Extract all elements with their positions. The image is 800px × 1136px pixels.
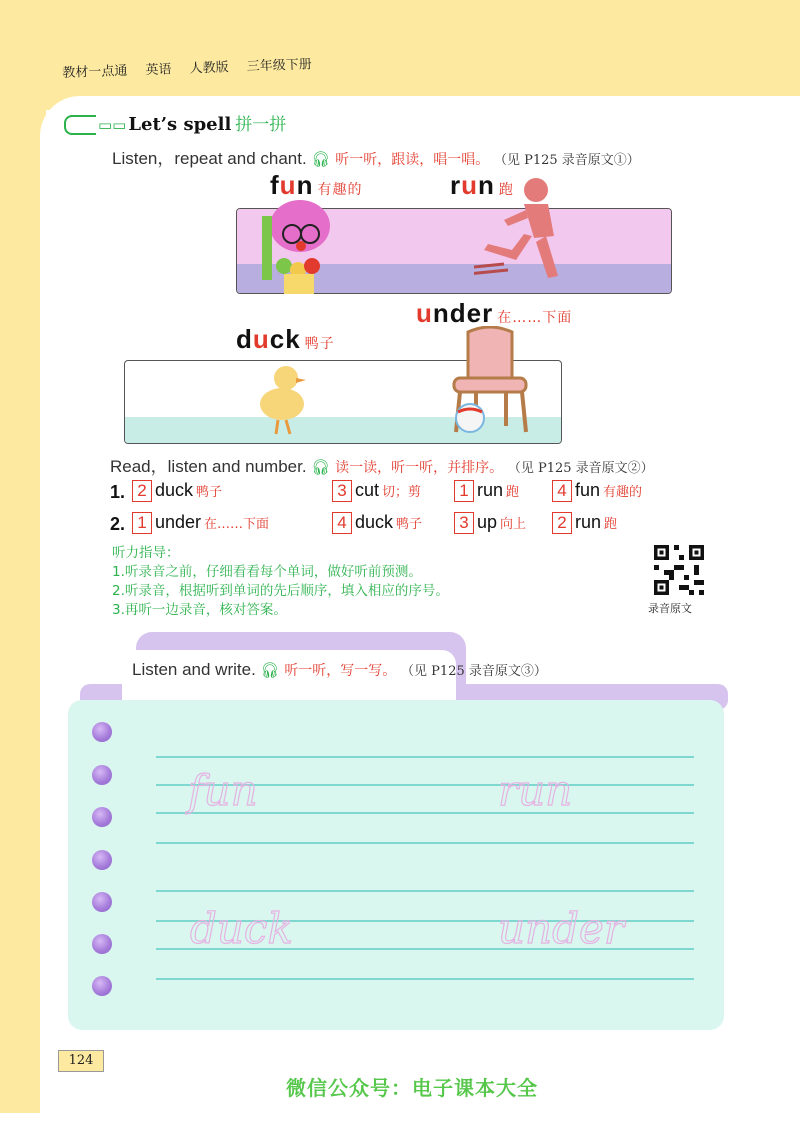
header-grade: 三年级下册	[246, 57, 312, 75]
duck-illustration	[252, 364, 316, 438]
number-item: 3 up 向上	[454, 512, 526, 534]
section-title-cn: 拼一拼	[235, 115, 287, 135]
bullet-dot-icon	[92, 722, 112, 742]
bullet-dot-icon	[92, 850, 112, 870]
bullet-dot-icon	[92, 765, 112, 785]
number-row-2: 2. 1 under 在……下面 4 duck 鸭子 3 up 向上 2 run 跑	[110, 512, 618, 534]
writing-panel	[68, 700, 724, 1030]
writing-line	[156, 890, 694, 892]
part2-instruction-en: Read，listen and number.	[110, 457, 307, 476]
headphone-icon: 🎧︎	[311, 459, 331, 476]
qr-label: 录音原文	[648, 602, 692, 615]
part3-ref: （见 P125 录音原文③）	[401, 664, 547, 679]
answer-fun: fun	[188, 766, 258, 815]
writing-line	[156, 756, 694, 758]
writing-line	[156, 842, 694, 844]
part1-instruction-en: Listen，repeat and chant.	[112, 149, 307, 168]
headphone-icon: 🎧︎	[311, 151, 331, 168]
listening-guide	[112, 544, 449, 620]
word-under: under 在……下面	[416, 298, 573, 328]
part3-instruction-en: Listen and write.	[132, 660, 256, 679]
number-item: 3 cut 切；剪	[332, 480, 421, 502]
number-item: 4 duck 鸭子	[332, 512, 422, 534]
part1-ref: （见 P125 录音原文①）	[493, 153, 640, 168]
number-item: 2 duck 鸭子	[132, 480, 222, 502]
writing-line	[156, 978, 694, 980]
page-margin-top	[0, 0, 800, 110]
guide-line: 2.听录音，根据听到单词的先后顺序，填入相应的序号。	[112, 583, 449, 599]
chair-illustration	[446, 326, 536, 436]
part2-instruction	[110, 452, 654, 477]
qr-code-icon[interactable]	[654, 545, 704, 595]
bullet-dot-icon	[92, 934, 112, 954]
section-title-en: Let’s spell	[128, 114, 232, 135]
header-book: 教材一点通	[62, 63, 128, 81]
book-icon: ▭▭	[98, 116, 127, 134]
answer-duck: duck	[190, 904, 293, 953]
page-number: 124	[58, 1050, 104, 1072]
number-item: 1 under 在……下面	[132, 512, 269, 534]
watermark: 微信公众号：电子课本大全	[286, 1076, 538, 1100]
clown-illustration	[248, 196, 348, 296]
part3-instruction-cn: 听一听，写一写。	[284, 663, 397, 679]
word-fun: fun 有趣的	[270, 170, 363, 200]
part3-instruction	[132, 660, 547, 680]
bullet-dot-icon	[92, 976, 112, 996]
section-title	[64, 110, 286, 135]
word-run: run 跑	[450, 170, 514, 200]
guide-line: 3.再听一边录音，核对答案。	[112, 602, 287, 618]
header-subject: 英语	[145, 62, 172, 79]
headphone-icon: 🎧︎	[260, 662, 280, 679]
number-item: 1 run 跑	[454, 480, 519, 502]
number-item: 4 fun 有趣的	[552, 480, 642, 502]
header-edition: 人教版	[189, 60, 229, 77]
part1-instruction	[112, 144, 640, 169]
number-item: 2 run 跑	[552, 512, 617, 534]
bullet-dot-icon	[92, 892, 112, 912]
word-duck: duck 鸭子	[236, 324, 335, 354]
bullet-dot-icon	[92, 807, 112, 827]
part2-instruction-cn: 读一读，听一听，并排序。	[335, 460, 504, 476]
answer-under: under	[498, 904, 624, 953]
guide-title: 听力指导：	[112, 545, 180, 561]
number-row-1: 1. 2 duck 鸭子 3 cut 切；剪 1 run 跑 4 fun 有趣的	[110, 480, 643, 502]
bracket-icon	[64, 115, 96, 135]
part1-instruction-cn: 听一听，跟读，唱一唱。	[335, 152, 490, 168]
answer-run: run	[498, 766, 573, 815]
guide-line: 1.听录音之前，仔细看看每个单词，做好听前预测。	[112, 564, 422, 580]
part2-ref: （见 P125 录音原文②）	[507, 461, 654, 476]
